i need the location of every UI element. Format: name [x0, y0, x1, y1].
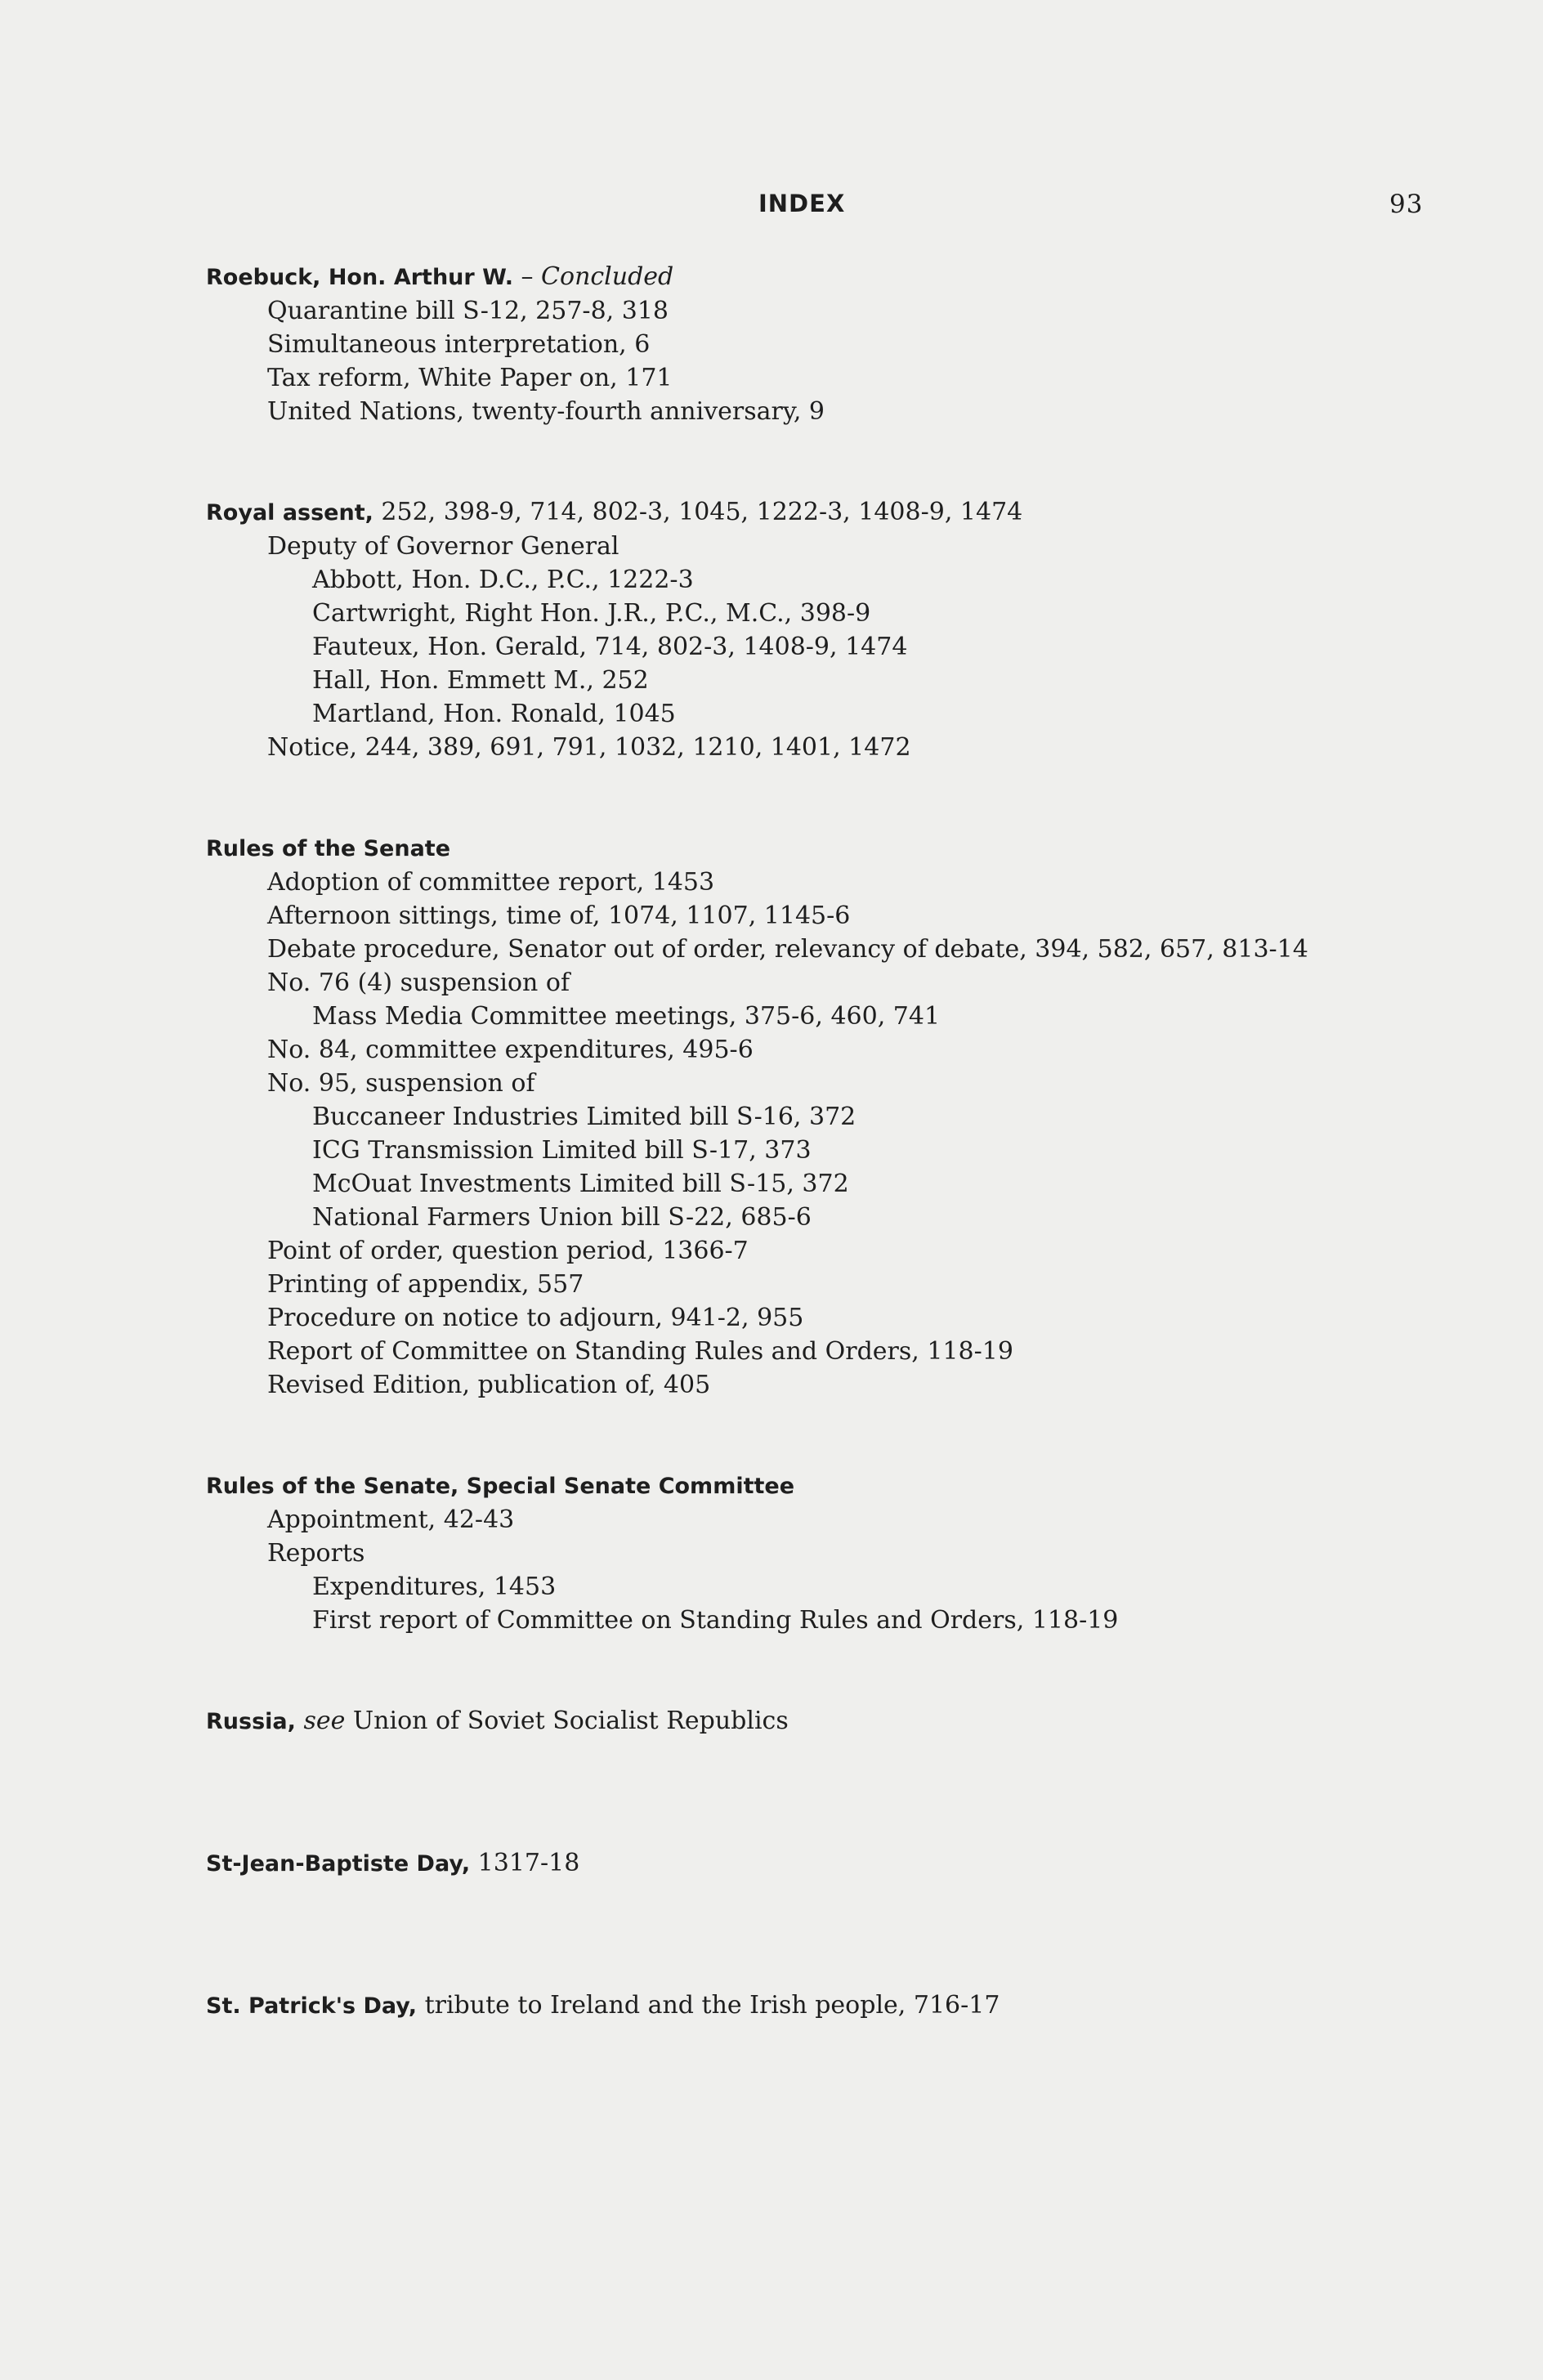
entry-heading: Rules of the Senate, Special Senate Committee — [206, 1474, 795, 1499]
entry-royal-assent — [206, 495, 1481, 530]
sub-entry: Revised Edition, publication of, 405 — [267, 1371, 711, 1399]
sub-entry: Adoption of committee report, 1453 — [267, 868, 715, 897]
entry-continuation: Concluded — [541, 262, 674, 291]
sub-entry: Reports — [267, 1539, 365, 1568]
sub-entry: No. 76 (4) suspension of — [267, 969, 570, 997]
sub-entry: Quarantine bill S-12, 257-8, 318 — [267, 297, 669, 325]
sub-entry: Simultaneous interpretation, 6 — [267, 330, 651, 359]
entry-russia — [206, 1704, 1481, 1738]
sub-entry: United Nations, twenty-fourth anniversary, 9 — [267, 397, 825, 426]
entry-dash: – — [512, 262, 542, 291]
sub-sub-entry: Abbott, Hon. D.C., P.C., 1222-3 — [312, 566, 694, 594]
see-reference: see — [303, 1707, 346, 1735]
sub-sub-entry: National Farmers Union bill S-22, 685-6 — [312, 1203, 812, 1232]
entry-refs: 252, 398-9, 714, 802-3, 1045, 1222-3, 1408-9, 1474 — [373, 498, 1023, 526]
sub-entry: Afternoon sittings, time of, 1074, 1107, 1145-6 — [267, 901, 851, 930]
entry-heading: Rules of the Senate — [206, 836, 451, 861]
sub-sub-entry: McOuat Investments Limited bill S-15, 372 — [312, 1170, 849, 1198]
index-content — [206, 260, 1481, 2023]
entry-heading: St-Jean-Baptiste Day, — [206, 1851, 471, 1877]
sub-entry: Tax reform, White Paper on, 171 — [267, 364, 673, 392]
sub-entry: No. 84, committee expenditures, 495-6 — [267, 1036, 754, 1064]
entry-refs: tribute to Ireland and the Irish people, 716-17 — [417, 1991, 1000, 2020]
page-header-title: INDEX — [758, 190, 846, 217]
sub-sub-entry: Fauteux, Hon. Gerald, 714, 802-3, 1408-9, 1474 — [312, 633, 908, 661]
sub-sub-entry: Hall, Hon. Emmett M., 252 — [312, 666, 649, 695]
sub-entry: Debate procedure, Senator out of order, relevancy of debate, 394, 582, 657, 813-14 — [267, 935, 1308, 964]
sub-entry: Printing of appendix, 557 — [267, 1270, 584, 1299]
sub-sub-entry: Mass Media Committee meetings, 375-6, 460, 741 — [312, 1002, 941, 1031]
sub-entry: Notice, 244, 389, 691, 791, 1032, 1210, 1401, 1472 — [267, 733, 911, 762]
entry-st-patricks-day — [206, 1989, 1481, 2023]
sub-sub-entry: ICG Transmission Limited bill S-17, 373 — [312, 1136, 812, 1165]
sub-entry: No. 95, suspension of — [267, 1069, 535, 1098]
sub-sub-entry: First report of Committee on Standing Rules and Orders, 118-19 — [312, 1606, 1119, 1635]
sub-entry: Point of order, question period, 1366-7 — [267, 1237, 749, 1265]
entry-heading: Russia, — [206, 1709, 296, 1734]
entry-rules-of-the-senate — [206, 831, 1481, 866]
entry-roebuck — [206, 260, 1481, 294]
entry-refs: 1317-18 — [470, 1849, 580, 1877]
entry-heading: Royal assent, — [206, 500, 373, 526]
entry-heading: Roebuck, Hon. Arthur W. — [206, 265, 513, 290]
sub-entry: Appointment, 42-43 — [267, 1505, 515, 1534]
entry-st-jean-baptiste-day — [206, 1846, 1481, 1881]
sub-entry: Procedure on notice to adjourn, 941-2, 955 — [267, 1304, 804, 1332]
sub-entry: Deputy of Governor General — [267, 532, 619, 561]
sub-sub-entry: Martland, Hon. Ronald, 1045 — [312, 700, 676, 728]
entry-refs: Union of Soviet Socialist Republics — [345, 1707, 789, 1735]
entry-heading: St. Patrick's Day, — [206, 1993, 418, 2019]
sub-sub-entry: Cartwright, Right Hon. J.R., P.C., M.C., 398-9 — [312, 599, 871, 628]
sub-sub-entry: Buccaneer Industries Limited bill S-16, 372 — [312, 1103, 856, 1131]
sub-entry: Report of Committee on Standing Rules and Orders, 118-19 — [267, 1337, 1013, 1366]
sub-sub-entry: Expenditures, 1453 — [312, 1572, 557, 1601]
entry-rules-special-committee — [206, 1469, 1481, 1503]
page-number: 93 — [1389, 190, 1424, 219]
